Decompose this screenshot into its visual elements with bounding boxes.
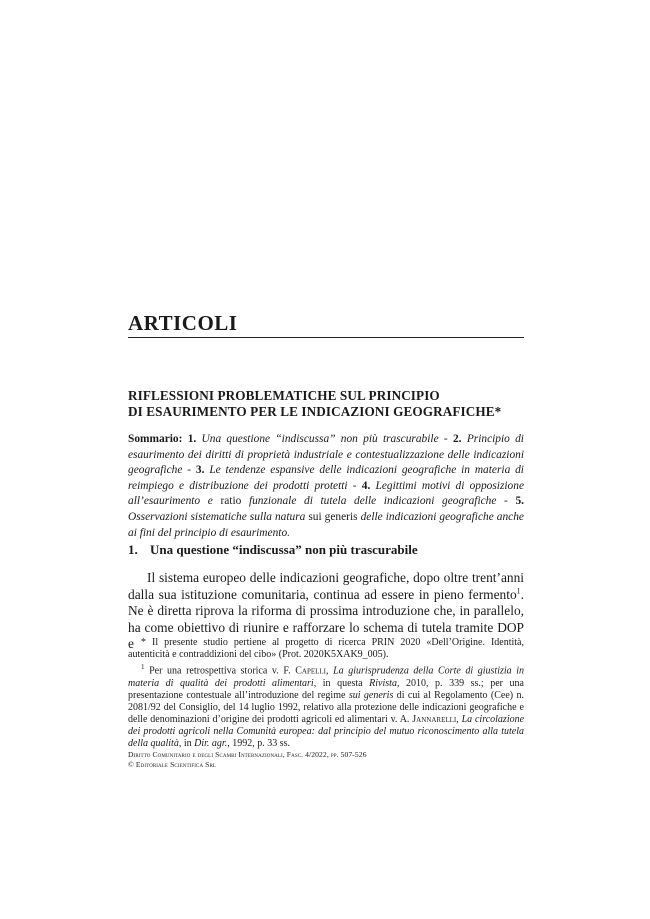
summary-item-number: 5.: [515, 495, 524, 508]
summary-item-text: Osservazioni sistematiche sulla natura: [128, 510, 306, 523]
summary-item-upright: ratio: [220, 495, 242, 508]
footnote-mark: *: [141, 637, 146, 648]
citation-title: La circolazione dei prodotti agricoli nella Comunità europea: dal principio del mutuo riconoscimento alla tutela della qualità: [128, 713, 525, 750]
section-title: Una questione “indiscussa” non più trascurabile: [150, 542, 418, 557]
summary-item-number: 1.: [187, 433, 197, 445]
footnote-ref[interactable]: 1: [516, 586, 521, 596]
citation-title: Rivista: [369, 677, 397, 689]
footnote-text: Il presente studio pertiene al progetto di ricerca PRIN 2020 «Dell’Origine. Identità, autenticità e contraddizioni del cibo» (Prot. 2020K5XAK9_005).: [128, 637, 524, 661]
body-text: Il sistema europeo delle indicazioni geografiche, dopo oltre trent’anni dalla sua istituzione comunitaria, continua ad essere in pieno fermento: [128, 570, 524, 602]
publisher-imprint: © Editoriale Scientifica Srl: [128, 759, 217, 769]
author-name: Capelli: [295, 665, 326, 677]
summary: [128, 432, 524, 541]
summary-separator: -: [438, 433, 453, 445]
summary-item-text: Principio di esaurimento dei diritti di proprietà industriale e contestualizzazione delle indicazioni geografiche: [128, 433, 524, 477]
footnote-text: , 1992, p. 33 ss.: [227, 738, 290, 750]
summary-separator: -: [347, 479, 362, 492]
footnote-text: ,: [456, 713, 459, 725]
article-title-line: RIFLESSIONI PROBLEMATICHE SUL PRINCIPIO: [128, 388, 440, 403]
article-title: [128, 388, 524, 420]
section-heading: ARTICOLI: [128, 311, 524, 338]
summary-item-number: 2.: [452, 433, 462, 445]
citation-title: sui generis: [348, 689, 394, 701]
summary-item-text: Una questione “indiscussa” non più trascurabile: [201, 433, 439, 445]
body-text: . Ne è diretta riprova la riforma di prossima introduzione che, in parallelo, ha come obiettivo di riunire e rafforzare lo schema di tutela tramite DOP e: [128, 586, 524, 652]
article-title-line: DI ESAURIMENTO PER LE INDICAZIONI GEOGRAFICHE*: [128, 404, 502, 419]
footnote-text: di cui al Regolamento (Cee) n. 2081/92 del Consiglio, del 14 luglio 1992, relativo alla protezione delle indicazioni geografiche e delle denominazioni d’origine dei prodotti agricoli ed alimentari v. A.: [128, 689, 525, 725]
summary-item-text: funzionale di tutela delle indicazioni geografiche: [248, 495, 497, 508]
summary-item-number: 3.: [195, 464, 205, 477]
citation-title: Dir. agr.: [194, 738, 228, 750]
author-name: Jannarelli: [412, 713, 457, 725]
footnote-star: [128, 637, 524, 661]
summary-item-text: Legittimi motivi di opposizione all’esaurimento e: [128, 479, 524, 508]
summary-item-text: Le tendenze espansive delle indicazioni geografiche in materia di reimpiego e distribuzione dei prodotti protetti: [128, 464, 524, 492]
footnote-mark: 1: [141, 663, 145, 672]
summary-item-upright: sui generis: [308, 510, 358, 523]
section-number: 1.: [128, 542, 138, 557]
imprint: [128, 750, 524, 769]
footnote-1: [128, 661, 524, 750]
summary-item-number: 4.: [361, 479, 371, 492]
summary-separator: -: [182, 464, 196, 477]
footnote-text: ,: [326, 665, 329, 677]
summary-separator: -: [496, 495, 516, 508]
journal-imprint: Diritto Comunitario e degli Scambi Internazionali, Fasc. 4/2022, pp. 507-526: [128, 750, 367, 759]
footnote-text: , in: [178, 738, 192, 750]
footnote-text: , 2010, p. 339 ss.; per una presentazione contestuale all’introduzione del regime: [128, 677, 524, 701]
summary-item-text: delle indicazioni geografiche anche ai fini del principio di esaurimento.: [128, 510, 524, 539]
section-1-heading: [128, 542, 524, 558]
footnotes: [128, 637, 524, 750]
footnote-text: Per una retrospettiva storica v. F.: [149, 665, 291, 677]
citation-title: La giurisprudenza della Corte di giustizia in materia di qualità dei prodotti alimentari: [128, 665, 525, 689]
summary-label: Sommario:: [128, 433, 183, 445]
footnote-text: , in questa: [313, 677, 363, 689]
